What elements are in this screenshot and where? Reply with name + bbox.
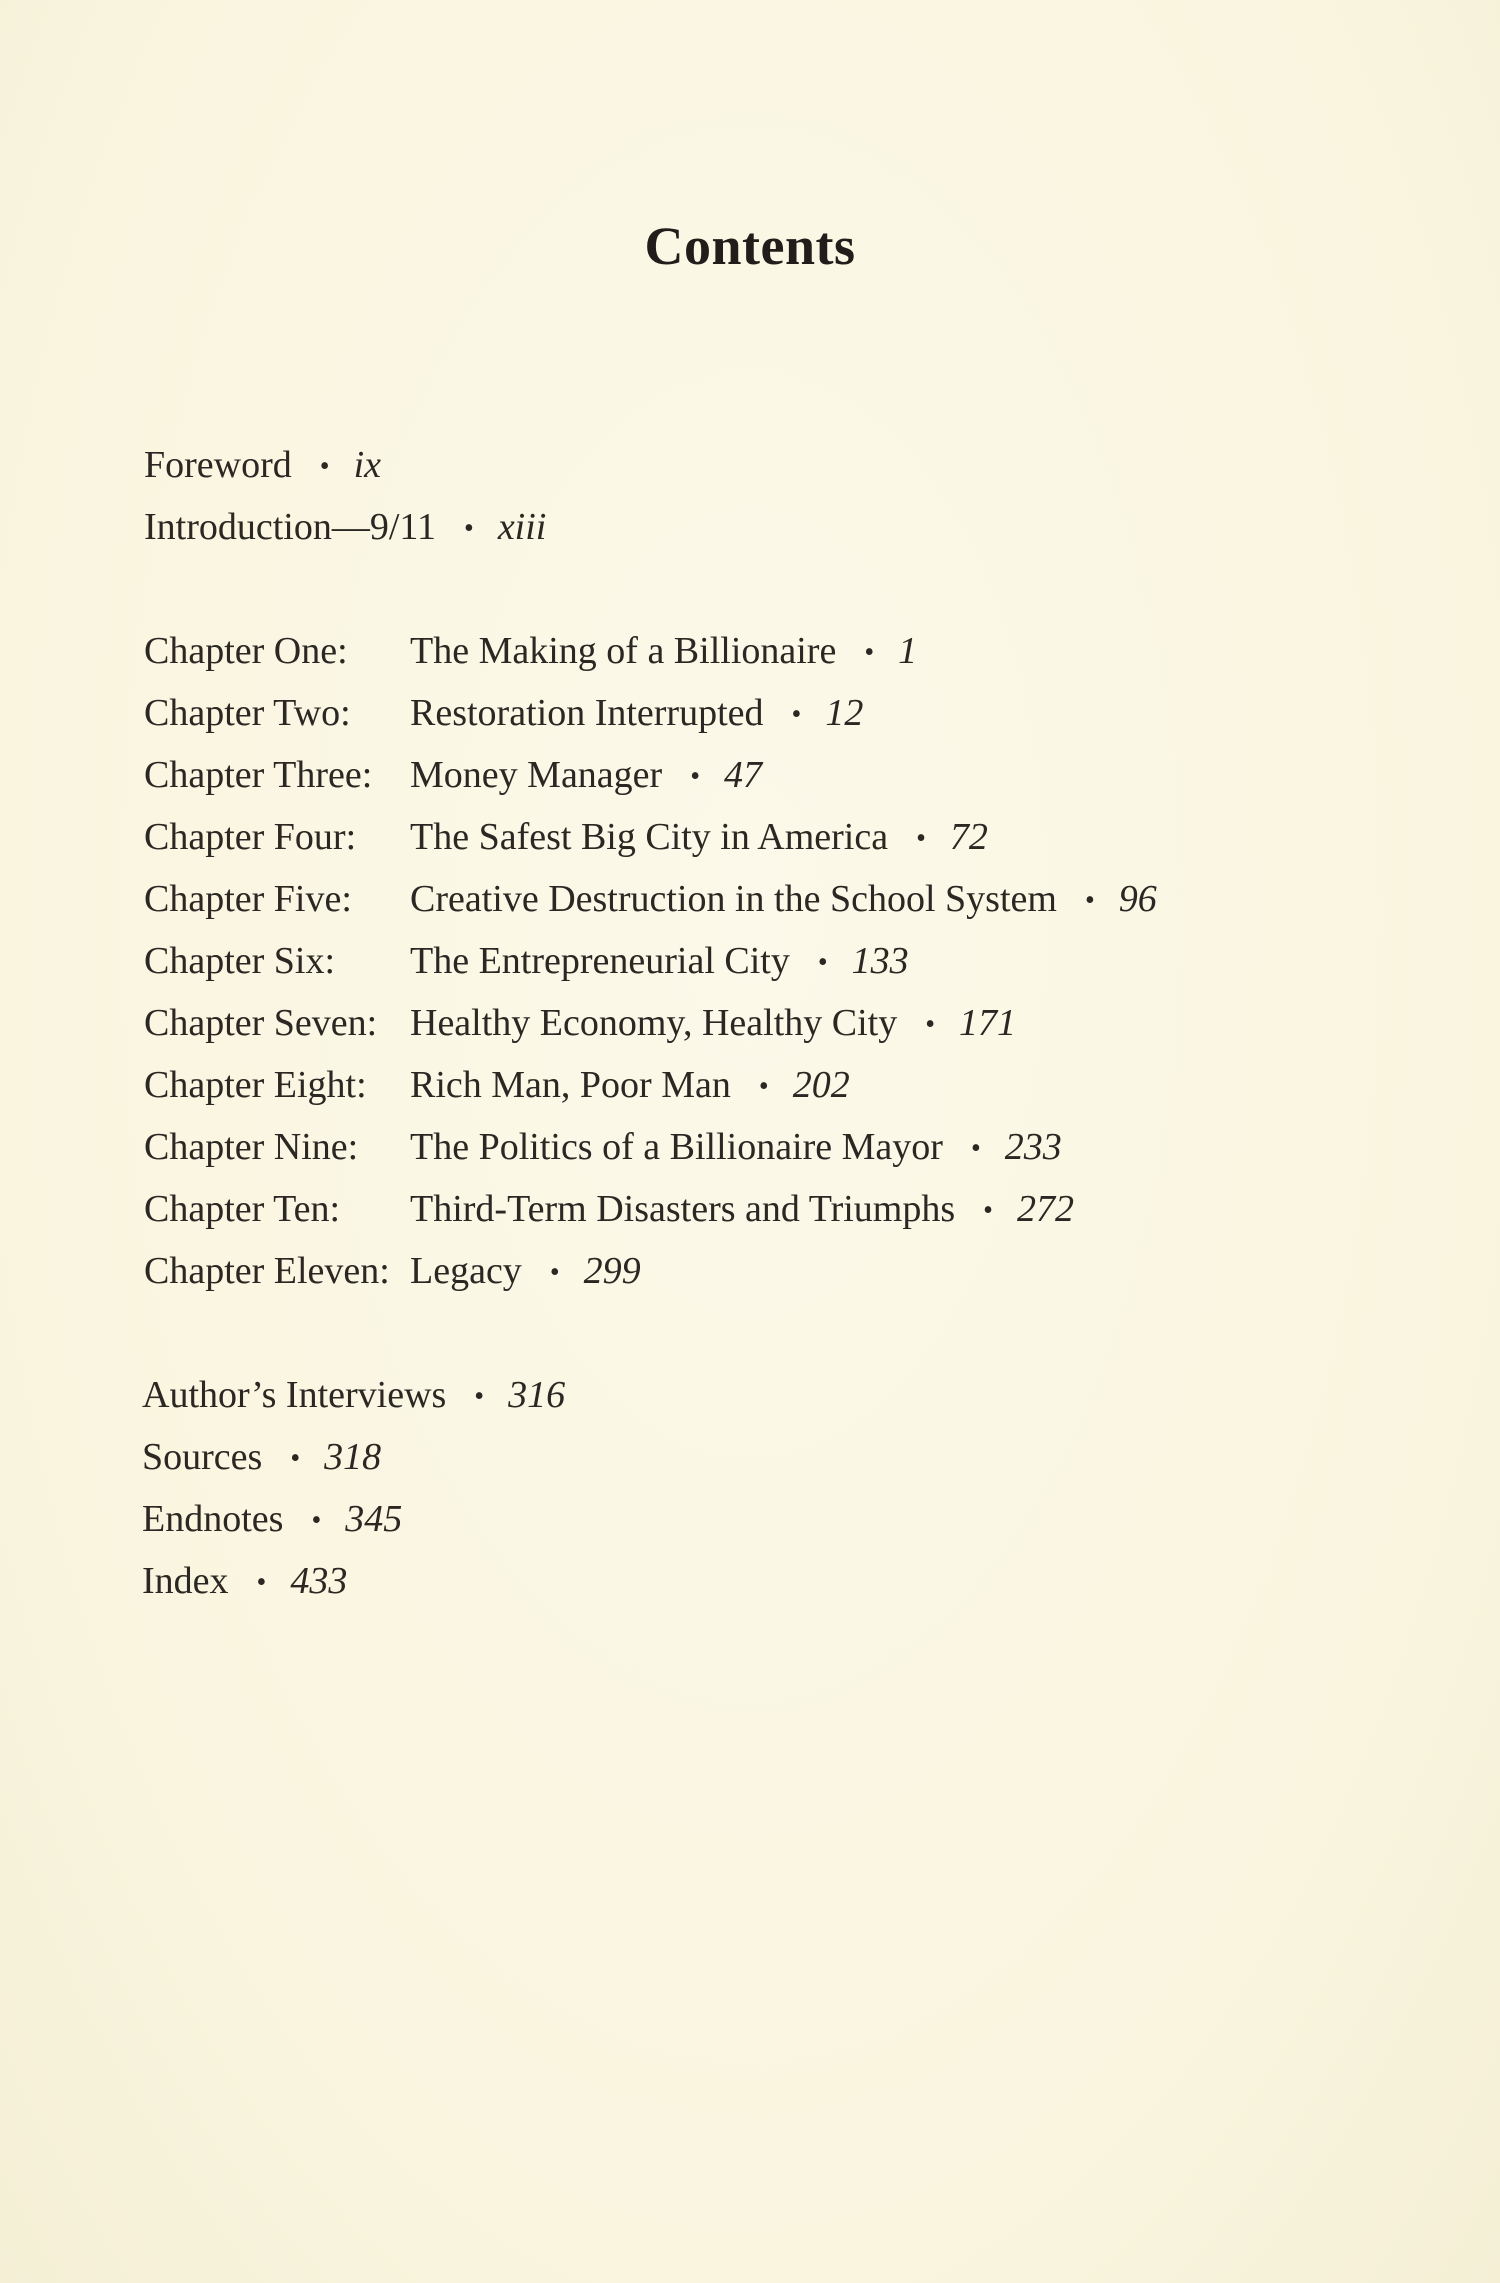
chapter-label: Chapter Three:: [144, 754, 373, 796]
bullet-separator: •: [464, 513, 474, 544]
toc-entry-index[interactable]: [142, 1553, 347, 1609]
toc-page-number: 345: [345, 1498, 403, 1540]
chapter-label: Chapter Seven:: [144, 1002, 378, 1044]
chapter-title: The Politics of a Billionaire Mayor: [410, 1126, 943, 1168]
toc-page-number: 202: [792, 1064, 850, 1106]
bullet-separator: •: [549, 1257, 560, 1288]
chapter-title: Third-Term Disasters and Triumphs: [410, 1188, 956, 1230]
bullet-separator: •: [319, 451, 330, 482]
bullet-separator: •: [758, 1071, 769, 1102]
toc-page-number: 72: [949, 816, 988, 858]
chapter-title: Legacy: [410, 1250, 522, 1292]
toc-entry-chapter-eight[interactable]: [144, 1057, 850, 1113]
chapter-title: Creative Destruction in the School System: [410, 878, 1057, 920]
bullet-separator: •: [864, 637, 875, 668]
chapter-title: Rich Man, Poor Man: [410, 1064, 731, 1106]
bullet-separator: •: [925, 1009, 936, 1040]
bullet-separator: •: [916, 823, 926, 854]
chapter-title: The Making of a Billionaire: [410, 630, 837, 672]
toc-page-number: 233: [1004, 1126, 1062, 1168]
chapter-title: Healthy Economy, Healthy City: [410, 1002, 898, 1044]
toc-entry-sources[interactable]: [142, 1429, 381, 1485]
bullet-separator: •: [311, 1505, 322, 1536]
toc-page-number: xiii: [497, 506, 547, 548]
bullet-separator: •: [290, 1443, 301, 1474]
toc-page-number: 433: [290, 1560, 348, 1602]
chapter-label: Chapter Five:: [144, 878, 352, 920]
toc-entry-label: Introduction—9/11: [144, 506, 436, 548]
toc-entry-introduction[interactable]: [144, 499, 546, 555]
chapter-title: The Entrepreneurial City: [410, 940, 790, 982]
toc-entry-label: Author’s Interviews: [142, 1374, 447, 1416]
chapter-label: Chapter Six:: [144, 940, 336, 982]
toc-page-number: 133: [851, 940, 909, 982]
toc-page-number: 1: [898, 630, 918, 672]
toc-entry-chapter-five[interactable]: [144, 871, 1157, 927]
chapter-label: Chapter Two:: [144, 692, 351, 734]
toc-entry-label: Endnotes: [142, 1498, 284, 1540]
toc-entry-endnotes[interactable]: [142, 1491, 402, 1547]
chapter-title: Money Manager: [410, 754, 663, 796]
toc-page-number: 171: [959, 1002, 1017, 1044]
toc-entry-chapter-three[interactable]: [144, 747, 762, 803]
toc-entry-chapter-eleven[interactable]: [144, 1243, 641, 1299]
chapter-label: Chapter Four:: [144, 816, 357, 858]
bullet-separator: •: [1084, 885, 1095, 916]
bullet-separator: •: [256, 1567, 267, 1598]
chapter-label: Chapter Ten:: [144, 1188, 341, 1230]
toc-entry-authors-interviews[interactable]: [142, 1367, 565, 1423]
toc-entry-chapter-nine[interactable]: [144, 1119, 1062, 1175]
chapter-label: Chapter Eleven:: [144, 1250, 390, 1292]
chapter-label: Chapter Nine:: [144, 1126, 359, 1168]
toc-entry-chapter-six[interactable]: [144, 933, 909, 989]
toc-entry-chapter-two[interactable]: [144, 685, 863, 741]
toc-page-number: ix: [353, 444, 382, 486]
bullet-separator: •: [474, 1381, 485, 1412]
bullet-separator: •: [970, 1133, 981, 1164]
toc-page-number: 316: [508, 1374, 566, 1416]
toc-page-number: 272: [1016, 1188, 1074, 1230]
toc-entry-chapter-ten[interactable]: [144, 1181, 1074, 1237]
toc-page-number: 299: [583, 1250, 641, 1292]
chapter-label: Chapter One:: [144, 630, 348, 672]
toc-entry-chapter-one[interactable]: [144, 623, 917, 679]
bullet-separator: •: [791, 699, 802, 730]
chapter-title: The Safest Big City in America: [410, 816, 889, 858]
toc-page-number: 12: [825, 692, 864, 734]
chapter-label: Chapter Eight:: [144, 1064, 367, 1106]
toc-page-number: 47: [724, 754, 763, 796]
toc-entry-foreword[interactable]: [144, 437, 381, 493]
toc-entry-chapter-four[interactable]: [144, 809, 988, 865]
page-title: Contents: [644, 216, 856, 276]
toc-page-number: 318: [324, 1436, 382, 1478]
toc-page-number: 96: [1118, 878, 1157, 920]
bullet-separator: •: [817, 947, 828, 978]
chapter-title: Restoration Interrupted: [410, 692, 764, 734]
toc-entry-label: Index: [142, 1560, 229, 1602]
toc-entry-label: Sources: [142, 1436, 263, 1478]
toc-entry-chapter-seven[interactable]: [144, 995, 1016, 1051]
bullet-separator: •: [690, 761, 701, 792]
bullet-separator: •: [983, 1195, 993, 1226]
toc-entry-label: Foreword: [144, 444, 292, 486]
